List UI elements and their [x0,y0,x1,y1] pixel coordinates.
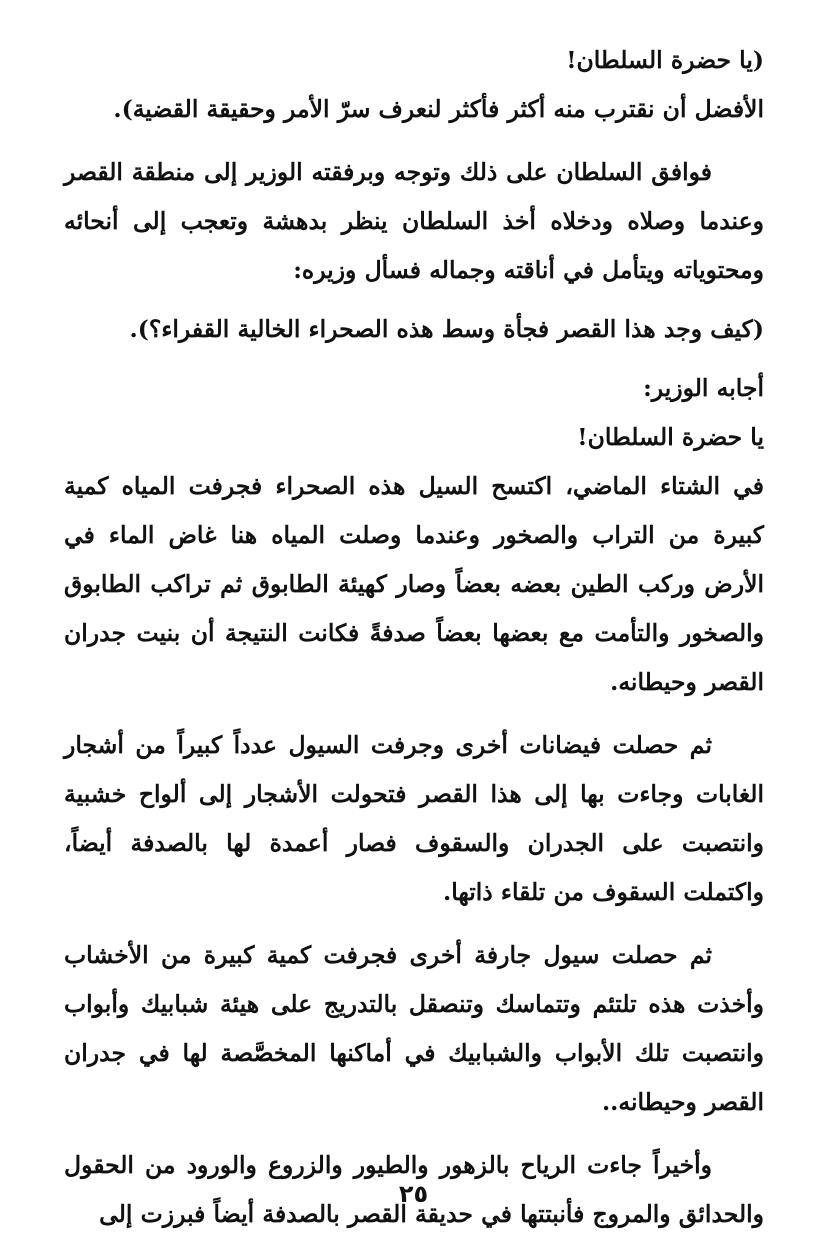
paragraph-3: فوافق السلطان على ذلك وتوجه وبرفقته الوزير إلى منطقة القصر وعندما وصلاه ودخلاه أخذ السلطان ينظر بدهشة وتعجب إلى أنحائه ومحتوياته ويتأمل في أناقته وجماله فسأل وزيره: [64,158,764,284]
paragraph-4: (كيف وجد هذا القصر فجأة وسط هذه الصحراء الخالية القفراء؟). [129,315,764,343]
paragraph-7: في الشتاء الماضي، اكتسح السيل هذه الصحراء فجرفت المياه كمية كبيرة من التراب والصخور وعندما وصلت المياه هنا غاض الماء في الأرض وركب الطين بعضه بعضاً وصار كهيئة الطابوق ثم تراكب الطابوق والصخور والتأمت مع بعضها بعضاً صدفةً فكانت النتيجة أن بنيت جدران القصر وحيطانه. [64,472,764,696]
paragraph-8: ثم حصلت فيضانات أخرى وجرفت السيول عدداً كبيراً من أشجار الغابات وجاءت بها إلى هذا القصر فتحولت الأشجار إلى ألواح خشبية وانتصبت على الجدران والسقوف فصار أعمدة لها بالصدفة أيضاً، واكتملت السقوف من تلقاء ذاتها. [64,731,764,906]
paragraph-9: ثم حصلت سيول جارفة أخرى فجرفت كمية كبيرة من الأخشاب وأخذت هذه تلتئم وتتماسك وتنصقل بالتدريج على هيئة شبابيك وأبواب وانتصبت تلك الأبواب والشبابيك في أماكنها المخصَّصة لها في جدران القصر وحيطانه.. [64,941,764,1116]
page-number: ٢٥ [398,1180,429,1208]
paragraph-1: (يا حضرة السلطان! [566,46,764,74]
paragraph-2: الأفضل أن نقترب منه أكثر فأكثر لنعرف سرّ الأمر وحقيقة القضية). [113,95,764,123]
paragraph-6: يا حضرة السلطان! [577,423,764,451]
paragraph-10: وأخيراً جاءت الرياح بالزهور والطيور والزروع والورود من الحقول والحدائق والمروج فأنبتتها في حديقة القصر بالصدفة أيضاً فبرزت إلى [64,1151,764,1228]
paragraph-5: أجابه الوزير: [643,374,764,402]
